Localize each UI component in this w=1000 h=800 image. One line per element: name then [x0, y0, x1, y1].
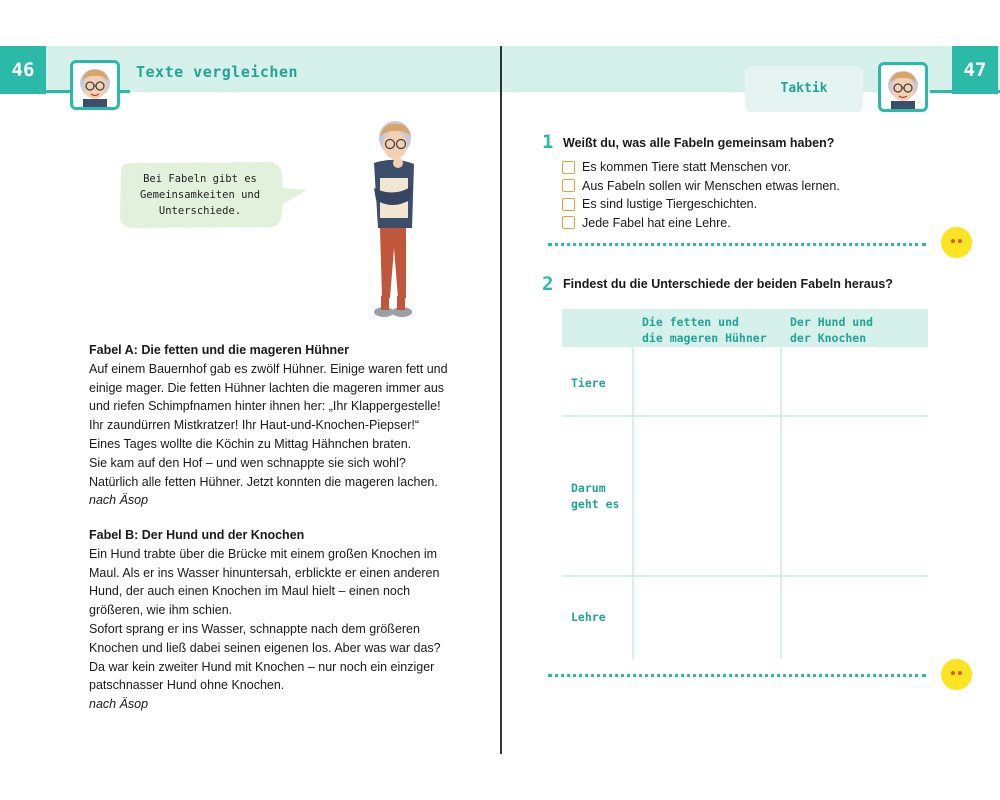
row-label-line: Lehre	[571, 610, 606, 624]
fable-line: einige mager. Die fetten Hühner lachten die mageren immer aus	[89, 380, 445, 395]
option-item[interactable]	[562, 158, 912, 177]
left-page-number: 46	[0, 46, 46, 94]
option-label: Es sind lustige Tiergeschichten.	[582, 197, 758, 212]
option-item[interactable]	[562, 177, 912, 196]
question-1-options	[562, 158, 912, 232]
row-label-line: geht es	[571, 497, 620, 511]
fable-a-title: Fabel A: Die fetten und die mageren Hühner	[89, 343, 349, 357]
row-label-line: Darum	[571, 481, 606, 495]
question-2-text: Findest du die Unterschiede der beiden Fabeln heraus?	[563, 277, 893, 291]
fable-line: Knochen und ließ dabei seinen eigenen los. Aber was war das?	[89, 640, 441, 655]
column-header	[790, 314, 920, 346]
table-column-divider	[632, 309, 634, 659]
checkbox[interactable]	[562, 198, 575, 211]
speech-line: Unterschiede.	[158, 205, 242, 217]
column-header-line: der Knochen	[790, 331, 867, 345]
column-header-line: die mageren Hühner	[642, 331, 767, 345]
option-label: Es kommen Tiere statt Menschen vor.	[582, 160, 792, 175]
fable-line: patschnasser Hund ohne Knochen.	[89, 678, 285, 693]
character-avatar-icon	[70, 60, 120, 110]
smiley-face-icon	[941, 227, 972, 258]
dotted-divider	[548, 674, 926, 677]
taktik-label: Taktik	[745, 66, 863, 112]
fable-line: und riefen Schimpfnamen hinter ihnen her: „Ihr Klappergestelle!	[89, 399, 441, 414]
character-illustration	[350, 118, 430, 328]
left-header-title: Texte vergleichen	[136, 63, 299, 81]
option-item[interactable]	[562, 195, 912, 214]
dotted-divider	[548, 243, 926, 246]
table-row-divider	[562, 575, 928, 577]
fable-line: Sie kam auf den Hof – und wen schnappte sie sich wohl?	[89, 455, 406, 470]
fable-a-source: nach Äsop	[89, 493, 149, 508]
fable-line: größeren, wie ihm schien.	[89, 603, 233, 618]
row-label	[571, 375, 606, 391]
fable-line: Ein Hund trabte über die Brücke mit einem großen Knochen im	[89, 546, 438, 561]
checkbox[interactable]	[562, 179, 575, 192]
smiley-face-icon	[941, 659, 972, 690]
row-label	[571, 480, 619, 512]
table-header	[562, 309, 928, 347]
right-page-number: 47	[952, 46, 998, 94]
option-label: Aus Fabeln sollen wir Menschen etwas lernen.	[582, 178, 840, 193]
option-item[interactable]	[562, 214, 912, 233]
column-header	[642, 314, 782, 346]
row-label-line: Tiere	[571, 376, 606, 390]
fable-line: Eines Tages wollte die Köchin zu Mittag Hähnchen braten.	[89, 436, 412, 451]
fable-b	[89, 526, 469, 714]
fable-line: Da war kein zweiter Hund mit Knochen – nur noch ein einziger	[89, 659, 435, 674]
fable-line: Hund, der auch einen Knochen im Maul hielt – einen noch	[89, 584, 411, 599]
speech-line: Bei Fabeln gibt es	[143, 173, 257, 185]
question-1-text: Weißt du, was alle Fabeln gemeinsam haben?	[563, 136, 835, 150]
table-row-divider	[562, 415, 928, 417]
question-2-number: 2	[542, 273, 554, 295]
checkbox[interactable]	[562, 216, 575, 229]
checkbox[interactable]	[562, 161, 575, 174]
character-avatar-icon	[878, 62, 928, 112]
fable-a	[89, 341, 469, 510]
fable-b-title: Fabel B: Der Hund und der Knochen	[89, 528, 305, 542]
fable-b-source: nach Äsop	[89, 697, 149, 712]
column-header-line: Die fetten und	[642, 315, 739, 329]
table-column-divider	[780, 309, 782, 659]
column-header-line: Der Hund und	[790, 315, 874, 329]
row-label	[571, 609, 606, 625]
fable-line: Natürlich alle fetten Hühner. Jetzt konnten die mageren lachen.	[89, 474, 438, 489]
fable-line: Ihr zaundürren Mistkratzer! Ihr Haut-und-Knochen-Piepser!“	[89, 418, 420, 433]
question-1-number: 1	[542, 131, 554, 153]
speech-bubble	[115, 160, 285, 230]
speech-bubble-text	[115, 160, 285, 230]
fable-line: Auf einem Bauernhof gab es zwölf Hühner. Einige waren fett und	[89, 361, 448, 376]
book-spine	[500, 46, 502, 754]
fable-line: Sofort sprang er ins Wasser, schnappte nach dem größeren	[89, 621, 420, 636]
comparison-table	[562, 309, 928, 659]
speech-line: Gemeinsamkeiten und	[139, 189, 261, 201]
fable-line: Maul. Als er ins Wasser hinuntersah, erblickte er einen anderen	[89, 565, 440, 580]
option-label: Jede Fabel hat eine Lehre.	[582, 215, 731, 230]
